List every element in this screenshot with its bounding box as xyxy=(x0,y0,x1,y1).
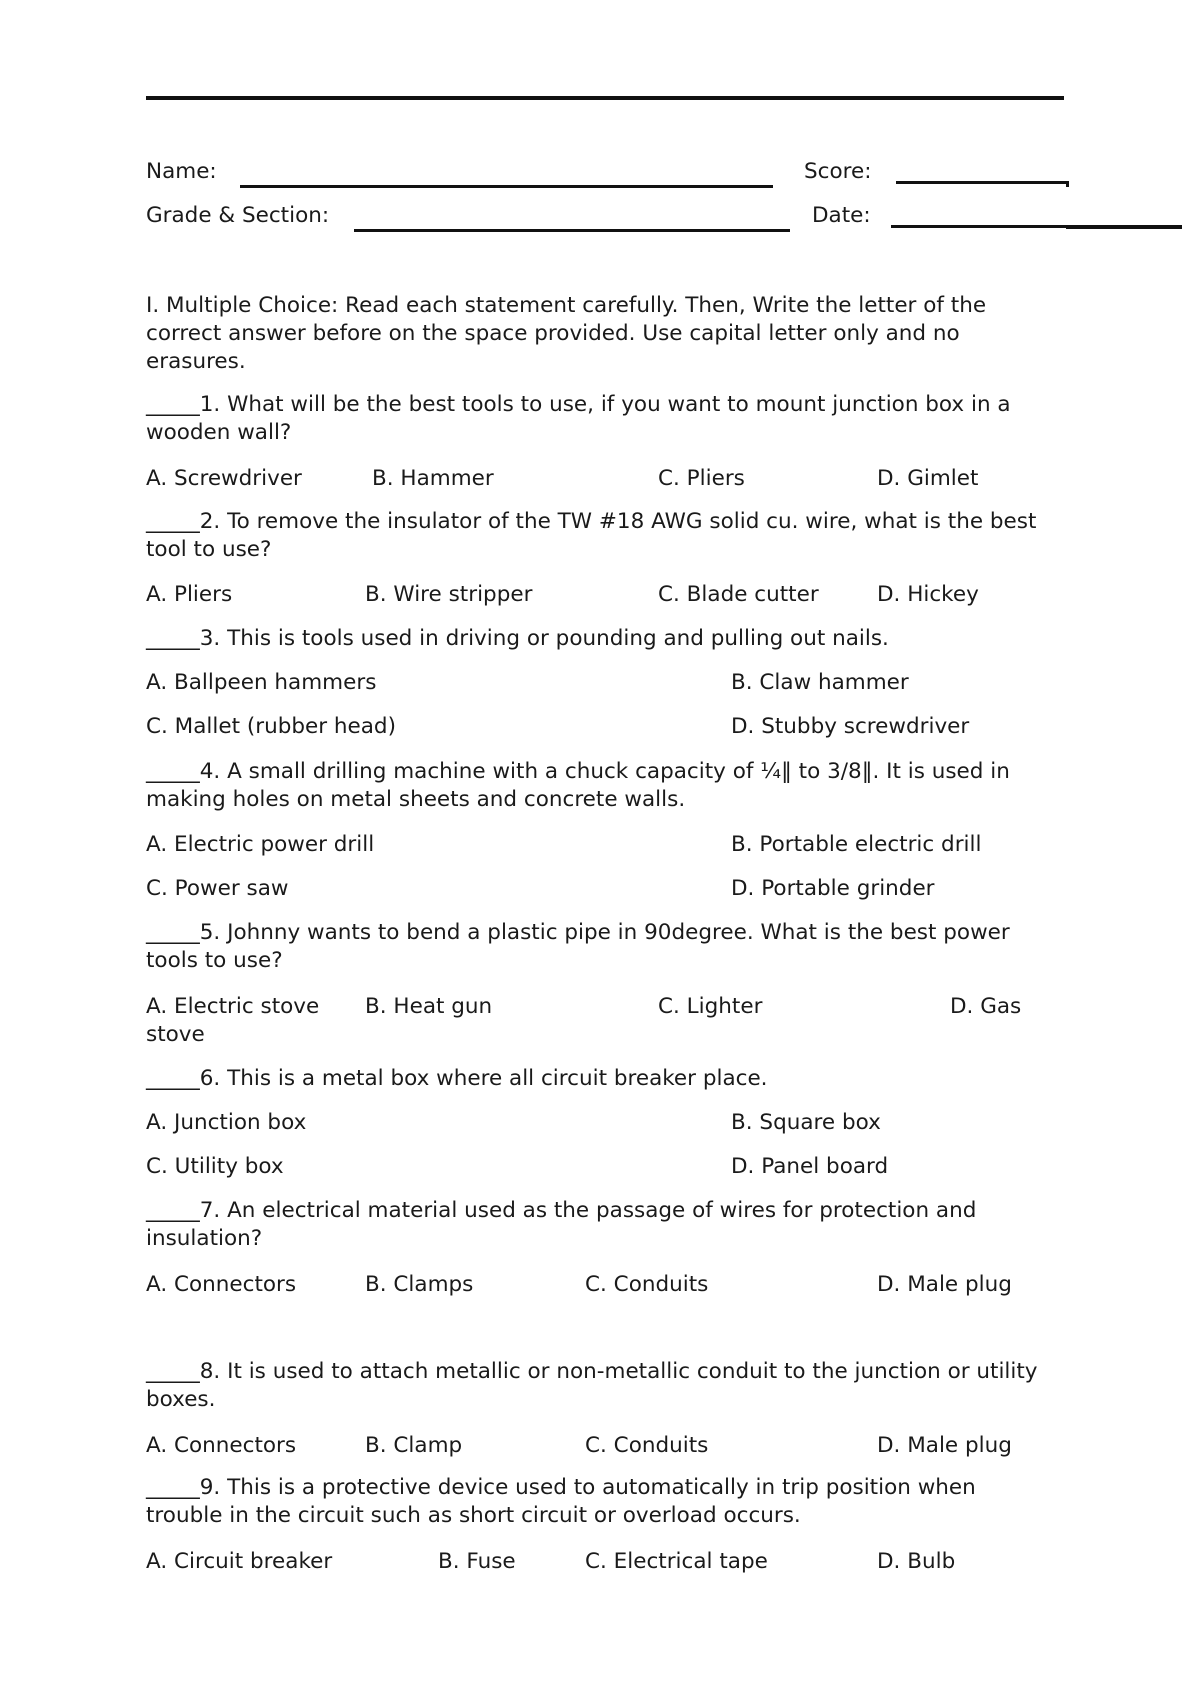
question-8-text: _____8. It is used to attach metallic or non-metallic conduit to the junction or utility boxes. xyxy=(146,1359,1038,1412)
question-5-text: _____5. Johnny wants to bend a plastic pipe in 90degree. What is the best power tools to use? xyxy=(146,920,1010,973)
q2-option-a: A. Pliers xyxy=(146,582,233,607)
question-6-text: _____6. This is a metal box where all circuit breaker place. xyxy=(146,1066,768,1091)
q8-option-d: D. Male plug xyxy=(877,1433,1012,1458)
q7-option-c: C. Conduits xyxy=(585,1272,709,1297)
q8-option-b: B. Clamp xyxy=(365,1433,463,1458)
q9-option-d: D. Bulb xyxy=(877,1549,956,1574)
q5-option-c: C. Lighter xyxy=(658,994,763,1019)
question-4-text: _____4. A small drilling machine with a chuck capacity of ¼‖ to 3/8‖. It is used in making holes on metal sheets and concrete walls. xyxy=(146,759,1010,812)
q7-option-a: A. Connectors xyxy=(146,1272,297,1297)
score-blank-tick xyxy=(1066,181,1069,187)
q8-option-c: C. Conduits xyxy=(585,1433,709,1458)
q5-option-a: A. Electric stove xyxy=(146,994,320,1019)
question-7-text: _____7. An electrical material used as the passage of wires for protection and insulation? xyxy=(146,1198,977,1251)
q7-option-b: B. Clamps xyxy=(365,1272,474,1297)
q6-option-b: B. Square box xyxy=(731,1110,881,1135)
q6-option-c: C. Utility box xyxy=(146,1154,284,1179)
question-2-text: _____2. To remove the insulator of the TW #18 AWG solid cu. wire, what is the best tool to use? xyxy=(146,509,1037,562)
q5-option-d: D. Gas xyxy=(950,994,1022,1019)
q6-option-d: D. Panel board xyxy=(731,1154,889,1179)
q1-option-b: B. Hammer xyxy=(372,466,494,491)
q1-option-d: D. Gimlet xyxy=(877,466,979,491)
question-3-text: _____3. This is tools used in driving or pounding and pulling out nails. xyxy=(146,626,889,651)
q4-option-c: C. Power saw xyxy=(146,876,289,901)
q7-option-d: D. Male plug xyxy=(877,1272,1012,1297)
q3-option-a: A. Ballpeen hammers xyxy=(146,670,377,695)
q4-option-d: D. Portable grinder xyxy=(731,876,935,901)
q2-option-d: D. Hickey xyxy=(877,582,979,607)
q4-option-a: A. Electric power drill xyxy=(146,832,375,857)
question-1-text: _____1. What will be the best tools to use, if you want to mount junction box in a wooden wall? xyxy=(146,392,1011,445)
top-rule xyxy=(146,96,1064,100)
question-9-text: _____9. This is a protective device used to automatically in trip position when trouble in the circuit such as short circuit or overload occurs. xyxy=(146,1475,976,1528)
date-blank[interactable] xyxy=(891,225,1069,228)
q6-option-a: A. Junction box xyxy=(146,1110,307,1135)
q8-option-a: A. Connectors xyxy=(146,1433,297,1458)
q1-option-c: C. Pliers xyxy=(658,466,745,491)
name-label: Name: xyxy=(146,159,217,184)
q1-option-a: A. Screwdriver xyxy=(146,466,302,491)
q5-option-d-wrap: stove xyxy=(146,1022,205,1047)
score-label: Score: xyxy=(804,159,872,184)
instructions: I. Multiple Choice: Read each statement carefully. Then, Write the letter of the correct answer before on the space provided. Use capital letter only and no erasures. xyxy=(146,293,987,374)
q9-option-c: C. Electrical tape xyxy=(585,1549,768,1574)
grade-section-label: Grade & Section: xyxy=(146,203,330,228)
grade-section-blank[interactable] xyxy=(354,229,790,232)
q4-option-b: B. Portable electric drill xyxy=(731,832,982,857)
q3-option-d: D. Stubby screwdriver xyxy=(731,714,970,739)
q9-option-b: B. Fuse xyxy=(438,1549,516,1574)
q9-option-a: A. Circuit breaker xyxy=(146,1549,333,1574)
score-blank[interactable] xyxy=(896,181,1068,184)
q2-option-b: B. Wire stripper xyxy=(365,582,533,607)
date-label: Date: xyxy=(812,203,871,228)
date-blank-ext xyxy=(1066,225,1182,229)
q2-option-c: C. Blade cutter xyxy=(658,582,819,607)
name-blank[interactable] xyxy=(240,185,773,188)
q5-option-b: B. Heat gun xyxy=(365,994,493,1019)
q3-option-b: B. Claw hammer xyxy=(731,670,909,695)
q3-option-c: C. Mallet (rubber head) xyxy=(146,714,396,739)
